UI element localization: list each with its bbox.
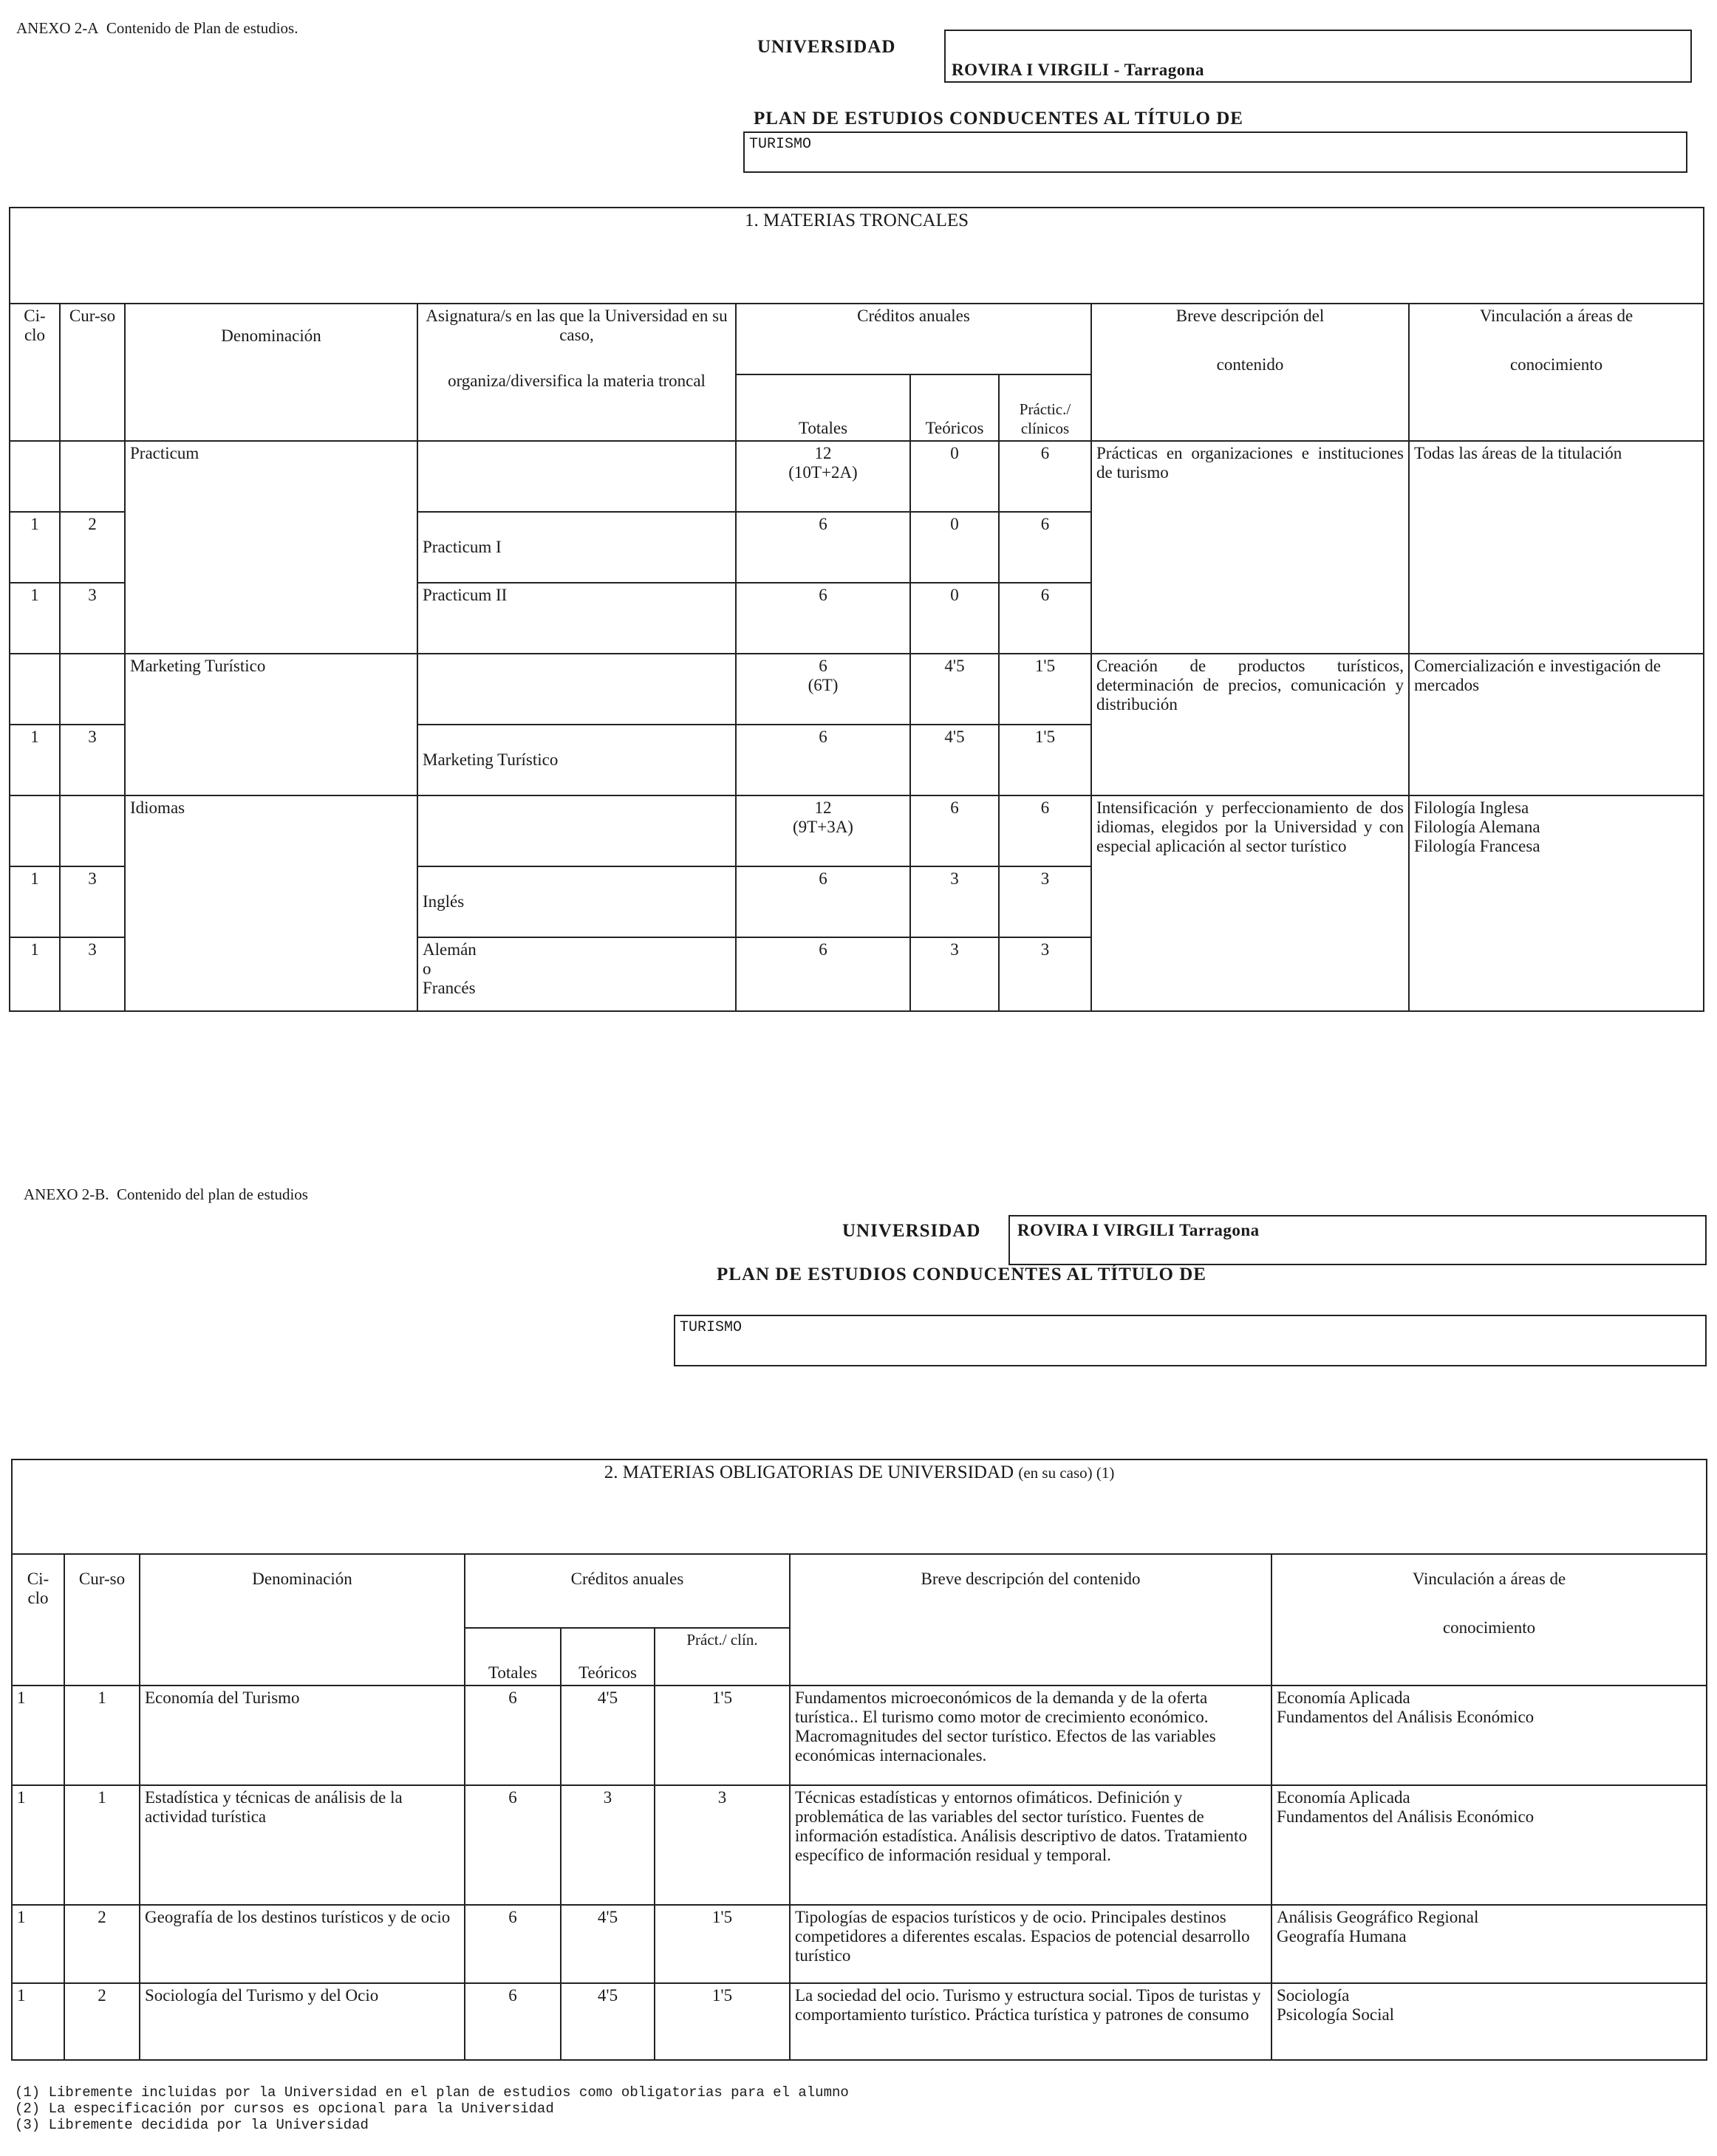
g3-r2-ciclo: 1 — [10, 937, 60, 1011]
obligatorias-table — [11, 1459, 1707, 2061]
g3-r2-asig2: o — [423, 959, 431, 978]
cell-totales — [736, 441, 910, 512]
cell-ciclo — [10, 654, 60, 725]
g2-r1-prac: 1'5 — [999, 725, 1091, 795]
univ-box-a — [944, 30, 1692, 83]
g1-r1-teo: 0 — [910, 512, 999, 583]
row3-vinc2: Geografía Humana — [1277, 1927, 1407, 1945]
col-totales-b: Totales — [465, 1628, 561, 1686]
g1-prac: 6 — [999, 441, 1091, 512]
col-descripcion-line1: Breve descripción del — [1175, 307, 1325, 325]
table-row — [10, 441, 1704, 512]
col-curso-b: Cur-so — [64, 1554, 140, 1686]
g1-r2-prac: 6 — [999, 583, 1091, 654]
row1-tot: 6 — [465, 1686, 561, 1785]
troncales-title: 1. MATERIAS TRONCALES — [10, 208, 1704, 304]
g1-r1-prac: 6 — [999, 512, 1091, 583]
g2-tot2: (6T) — [808, 676, 839, 694]
univ-value-a: ROVIRA I VIRGILI - Tarragona — [952, 61, 1205, 79]
col-asignatura-line2: organiza/diversifica la materia troncal — [448, 372, 706, 390]
g2-r1-tot: 6 — [736, 725, 910, 795]
cell-totales — [736, 795, 910, 866]
g3-r2-asig — [417, 937, 736, 1011]
table-row — [10, 795, 1704, 866]
table-row — [12, 1983, 1707, 2060]
g3-tot: 12 — [814, 798, 832, 817]
row1-vinc1: Economía Aplicada — [1277, 1688, 1410, 1707]
plan-box-a — [743, 131, 1687, 173]
annex-2b-desc: Contenido del plan de estudios — [117, 1185, 308, 1203]
g3-r2-tot: 6 — [736, 937, 910, 1011]
univ-label-b: UNIVERSIDAD — [842, 1221, 981, 1241]
row3-desc: Tipologías de espacios turísticos y de ocio. Principales destinos competidores a diferentes escalas. Espacios de potencial desarrollo turístico — [790, 1905, 1271, 1983]
g2-r1-curso: 3 — [60, 725, 125, 795]
col-denominacion-b: Denominación — [140, 1554, 465, 1686]
footnote-2: (2) La especificación por cursos es opcional para la Universidad — [15, 2101, 554, 2117]
troncales-table — [9, 207, 1704, 1012]
annex-2a-header — [16, 19, 298, 38]
g3-vinc — [1409, 795, 1704, 1011]
g1-r1-tot: 6 — [736, 512, 910, 583]
row3-curso: 2 — [64, 1905, 140, 1983]
row2-prac: 3 — [655, 1785, 790, 1905]
col-practicos: Práctic./ clínicos — [999, 374, 1091, 441]
cell-asignatura — [417, 654, 736, 725]
footnotes — [15, 2084, 849, 2133]
g3-r1-teo: 3 — [910, 866, 999, 937]
row4-ciclo: 1 — [12, 1983, 64, 2060]
row4-teo: 4'5 — [561, 1983, 655, 2060]
g2-teo: 4'5 — [910, 654, 999, 725]
row2-vinc — [1271, 1785, 1707, 1905]
col-vinculacion-b-line1: Vinculación a áreas de — [1412, 1570, 1566, 1588]
g3-tot2: (9T+3A) — [793, 818, 853, 836]
row4-denom: Sociología del Turismo y del Ocio — [140, 1983, 465, 2060]
col-teoricos: Teóricos — [910, 374, 999, 441]
plan-value-a: TURISMO — [749, 136, 812, 153]
g1-vinc: Todas las áreas de la titulación — [1409, 441, 1704, 654]
g3-r1-curso: 3 — [60, 866, 125, 937]
g3-r2-teo: 3 — [910, 937, 999, 1011]
col-asignatura-line1: Asignatura/s en las que la Universidad en su caso, — [426, 307, 728, 344]
g2-r1-ciclo: 1 — [10, 725, 60, 795]
row4-vinc2: Psicología Social — [1277, 2005, 1395, 2024]
g2-desc: Creación de productos turísticos, determinación de precios, comunicación y distribución — [1091, 654, 1409, 795]
row3-tot: 6 — [465, 1905, 561, 1983]
univ-label-a: UNIVERSIDAD — [757, 37, 896, 57]
g3-desc: Intensificación y perfeccionamiento de dos idiomas, elegidos por la Universidad y con especial aplicación al sector turístico — [1091, 795, 1409, 1011]
g3-prac: 6 — [999, 795, 1091, 866]
g3-vinc3: Filología Francesa — [1414, 837, 1540, 855]
annex-2a-desc: Contenido de Plan de estudios. — [106, 19, 298, 37]
annex-2a-label: ANEXO 2-A — [16, 19, 99, 37]
col-denominacion: Denominación — [125, 304, 417, 441]
plan-label-b: PLAN DE ESTUDIOS CONDUCENTES AL TÍTULO DE — [717, 1264, 1206, 1284]
g2-tot: 6 — [819, 657, 827, 675]
row1-teo: 4'5 — [561, 1686, 655, 1785]
denom-idiomas: Idiomas — [125, 795, 417, 1011]
cell-ciclo — [10, 441, 60, 512]
cell-ciclo — [10, 795, 60, 866]
cell-curso — [60, 441, 125, 512]
col-vinculacion-b-line2: conocimiento — [1442, 1618, 1536, 1637]
g3-r1-tot: 6 — [736, 866, 910, 937]
g2-r1-teo: 4'5 — [910, 725, 999, 795]
g2-r1-asig: Marketing Turístico — [417, 725, 736, 795]
row3-ciclo: 1 — [12, 1905, 64, 1983]
g3-r1-prac: 3 — [999, 866, 1091, 937]
cell-totales — [736, 654, 910, 725]
footnote-1: (1) Libremente incluidas por la Universidad en el plan de estudios como obligatorias para el alumno — [15, 2084, 849, 2101]
row3-teo: 4'5 — [561, 1905, 655, 1983]
g1-r2-curso: 3 — [60, 583, 125, 654]
row1-desc: Fundamentos microeconómicos de la demanda y de la oferta turística.. El turismo como motor de crecimiento económico. Macromagnitudes del sector turístico. Efectos de las variables económicas internacionales. — [790, 1686, 1271, 1785]
plan-value-b: TURISMO — [680, 1319, 743, 1336]
row3-prac: 1'5 — [655, 1905, 790, 1983]
row3-vinc — [1271, 1905, 1707, 1983]
annex-2b-header — [24, 1185, 308, 1204]
row4-prac: 1'5 — [655, 1983, 790, 2060]
col-vinculacion-line2: conocimiento — [1509, 355, 1603, 374]
cell-asignatura — [417, 441, 736, 512]
g1-tot2: (10T+2A) — [788, 463, 858, 482]
footnote-3: (3) Libremente decidida por la Universidad — [15, 2117, 369, 2133]
col-totales: Totales — [736, 374, 910, 441]
g3-teo: 6 — [910, 795, 999, 866]
col-curso: Cur-so — [60, 304, 125, 441]
denom-marketing: Marketing Turístico — [125, 654, 417, 795]
col-asignatura — [417, 304, 736, 441]
denom-practicum: Practicum — [125, 441, 417, 654]
cell-asignatura — [417, 795, 736, 866]
g2-prac: 1'5 — [999, 654, 1091, 725]
col-ciclo-b: Ci-clo — [12, 1554, 64, 1686]
obligatorias-title — [12, 1459, 1707, 1554]
g2-vinc: Comercialización e investigación de mercados — [1409, 654, 1704, 795]
row4-tot: 6 — [465, 1983, 561, 2060]
table-row — [10, 654, 1704, 725]
col-practicos-b: Práct./ clín. — [655, 1628, 790, 1686]
row4-desc: La sociedad del ocio. Turismo y estructura social. Tipos de turistas y comportamiento turístico. Práctica turística y patrones de consumo — [790, 1983, 1271, 2060]
row2-vinc2: Fundamentos del Análisis Económico — [1277, 1807, 1535, 1826]
row1-curso: 1 — [64, 1686, 140, 1785]
g3-r2-asig1: Alemán — [423, 940, 477, 959]
row4-vinc — [1271, 1983, 1707, 2060]
plan-label-a: PLAN DE ESTUDIOS CONDUCENTES AL TÍTULO DE — [754, 109, 1243, 129]
col-vinculacion-b — [1271, 1554, 1707, 1686]
row2-denom: Estadística y técnicas de análisis de la actividad turística — [140, 1785, 465, 1905]
col-creditos: Créditos anuales — [736, 304, 1091, 374]
g3-r1-ciclo: 1 — [10, 866, 60, 937]
row4-curso: 2 — [64, 1983, 140, 2060]
col-teoricos-b: Teóricos — [561, 1628, 655, 1686]
g1-r2-ciclo: 1 — [10, 583, 60, 654]
row1-ciclo: 1 — [12, 1686, 64, 1785]
row2-vinc1: Economía Aplicada — [1277, 1788, 1410, 1807]
row2-desc: Técnicas estadísticas y entornos ofimáticos. Definición y problemática de las variables del sector turístico. Fuentes de información estadística. Análisis descriptivo de datos. Tratamiento específico de información residual y temporal. — [790, 1785, 1271, 1905]
g3-vinc2: Filología Alemana — [1414, 818, 1540, 836]
row1-vinc — [1271, 1686, 1707, 1785]
row4-vinc1: Sociología — [1277, 1986, 1350, 2005]
row2-tot: 6 — [465, 1785, 561, 1905]
g1-teo: 0 — [910, 441, 999, 512]
g3-r2-prac: 3 — [999, 937, 1091, 1011]
g3-r1-asig: Inglés — [417, 866, 736, 937]
g1-r1-curso: 2 — [60, 512, 125, 583]
col-vinculacion-line1: Vinculación a áreas de — [1479, 307, 1634, 325]
obligatorias-title-note: (en su caso) (1) — [1018, 1464, 1115, 1482]
row3-vinc1: Análisis Geográfico Regional — [1277, 1908, 1479, 1926]
obligatorias-title-text: 2. MATERIAS OBLIGATORIAS DE UNIVERSIDAD — [604, 1462, 1014, 1482]
row1-vinc2: Fundamentos del Análisis Económico — [1277, 1708, 1535, 1726]
g1-tot: 12 — [814, 444, 832, 462]
table-row — [12, 1686, 1707, 1785]
row2-ciclo: 1 — [12, 1785, 64, 1905]
g1-r2-tot: 6 — [736, 583, 910, 654]
col-creditos-b: Créditos anuales — [465, 1554, 790, 1628]
plan-box-b — [674, 1315, 1707, 1366]
g3-vinc1: Filología Inglesa — [1414, 798, 1529, 817]
col-descripcion — [1091, 304, 1409, 441]
univ-box-b — [1008, 1215, 1707, 1265]
row1-prac: 1'5 — [655, 1686, 790, 1785]
col-descripcion-line2: contenido — [1216, 355, 1284, 374]
annex-2b-label: ANEXO 2-B. — [24, 1185, 109, 1203]
g1-r2-teo: 0 — [910, 583, 999, 654]
g1-r1-asig: Practicum I — [417, 512, 736, 583]
g1-desc: Prácticas en organizaciones e instituciones de turismo — [1091, 441, 1409, 654]
table-row — [12, 1905, 1707, 1983]
g1-r2-asig: Practicum II — [417, 583, 736, 654]
g1-r1-ciclo: 1 — [10, 512, 60, 583]
g3-r2-asig3: Francés — [423, 979, 476, 997]
row2-teo: 3 — [561, 1785, 655, 1905]
row3-denom: Geografía de los destinos turísticos y de ocio — [140, 1905, 465, 1983]
g3-r2-curso: 3 — [60, 937, 125, 1011]
cell-curso — [60, 654, 125, 725]
col-vinculacion — [1409, 304, 1704, 441]
col-descripcion-b: Breve descripción del contenido — [790, 1554, 1271, 1686]
row2-curso: 1 — [64, 1785, 140, 1905]
cell-curso — [60, 795, 125, 866]
univ-value-b: ROVIRA I VIRGILI Tarragona — [1017, 1221, 1260, 1239]
row1-denom: Economía del Turismo — [140, 1686, 465, 1785]
table-row — [12, 1785, 1707, 1905]
col-ciclo: Ci-clo — [10, 304, 60, 441]
